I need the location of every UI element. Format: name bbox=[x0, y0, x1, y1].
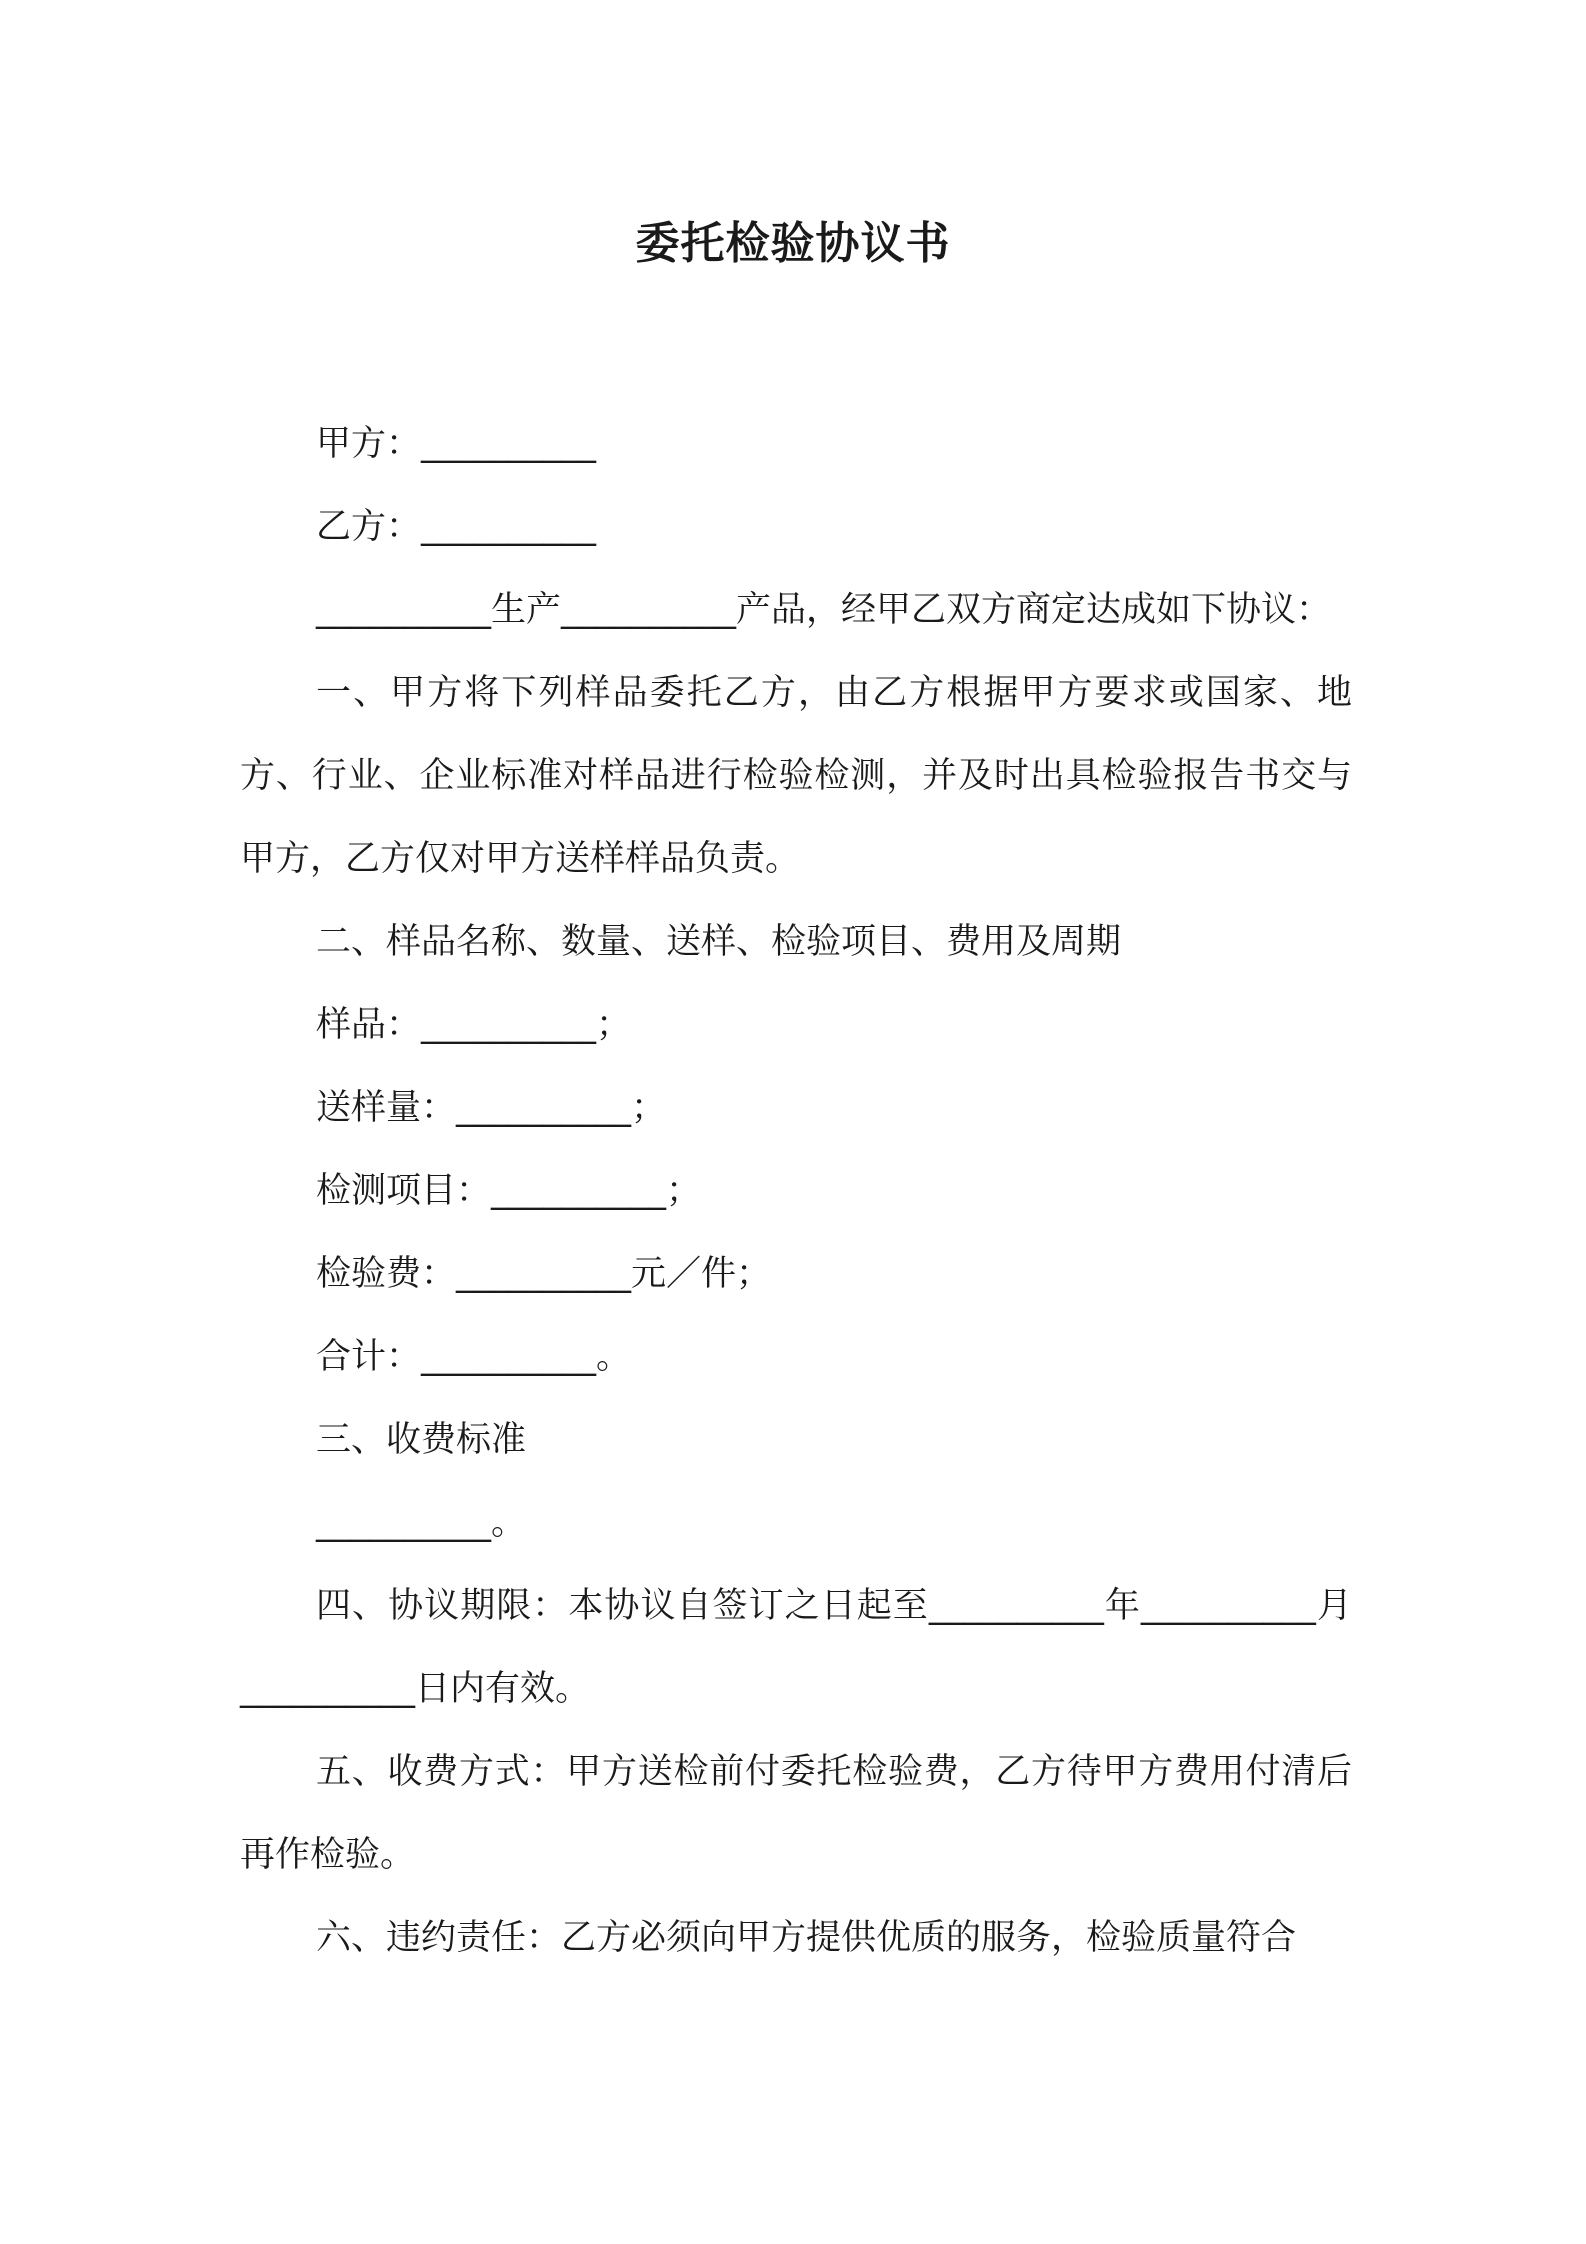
sample-line: 样品：__________； bbox=[316, 1005, 632, 1045]
party-a-line: 甲方：__________ bbox=[316, 424, 597, 464]
clause-5-paragraph: 五、收费方式：甲方送检前付委托检验费，乙方待甲方费用付清后再作检验。 bbox=[240, 1752, 1352, 1875]
intro-paragraph: __________生产__________产品，经甲乙双方商定达成如下协议： bbox=[316, 590, 1332, 630]
clause-3-blank: __________。 bbox=[316, 1503, 527, 1543]
document-title: 委托检验协议书 bbox=[635, 218, 951, 269]
test-items-line: 检测项目：__________； bbox=[316, 1171, 702, 1211]
party-b-line: 乙方：__________ bbox=[316, 507, 597, 547]
clause-4-paragraph: 四、协议期限：本协议自签订之日起至__________年__________月__________日内有效。 bbox=[240, 1586, 1352, 1709]
sample-quantity-line: 送样量：__________； bbox=[316, 1088, 667, 1128]
clause-1-paragraph: 一、甲方将下列样品委托乙方，由乙方根据甲方要求或国家、地方、行业、企业标准对样品进行检验检测，并及时出具检验报告书交与甲方，乙方仅对甲方送样样品负责。 bbox=[240, 673, 1352, 879]
clause-3-heading: 三、收费标准 bbox=[316, 1420, 527, 1460]
clause-2-heading: 二、样品名称、数量、送样、检验项目、费用及周期 bbox=[316, 922, 1122, 962]
inspection-fee-line: 检验费：__________元／件； bbox=[316, 1254, 772, 1294]
document-body bbox=[240, 403, 1352, 1980]
total-line: 合计：__________。 bbox=[316, 1337, 632, 1377]
clause-6-paragraph: 六、违约责任：乙方必须向甲方提供优质的服务，检验质量符合 bbox=[316, 1918, 1297, 1958]
